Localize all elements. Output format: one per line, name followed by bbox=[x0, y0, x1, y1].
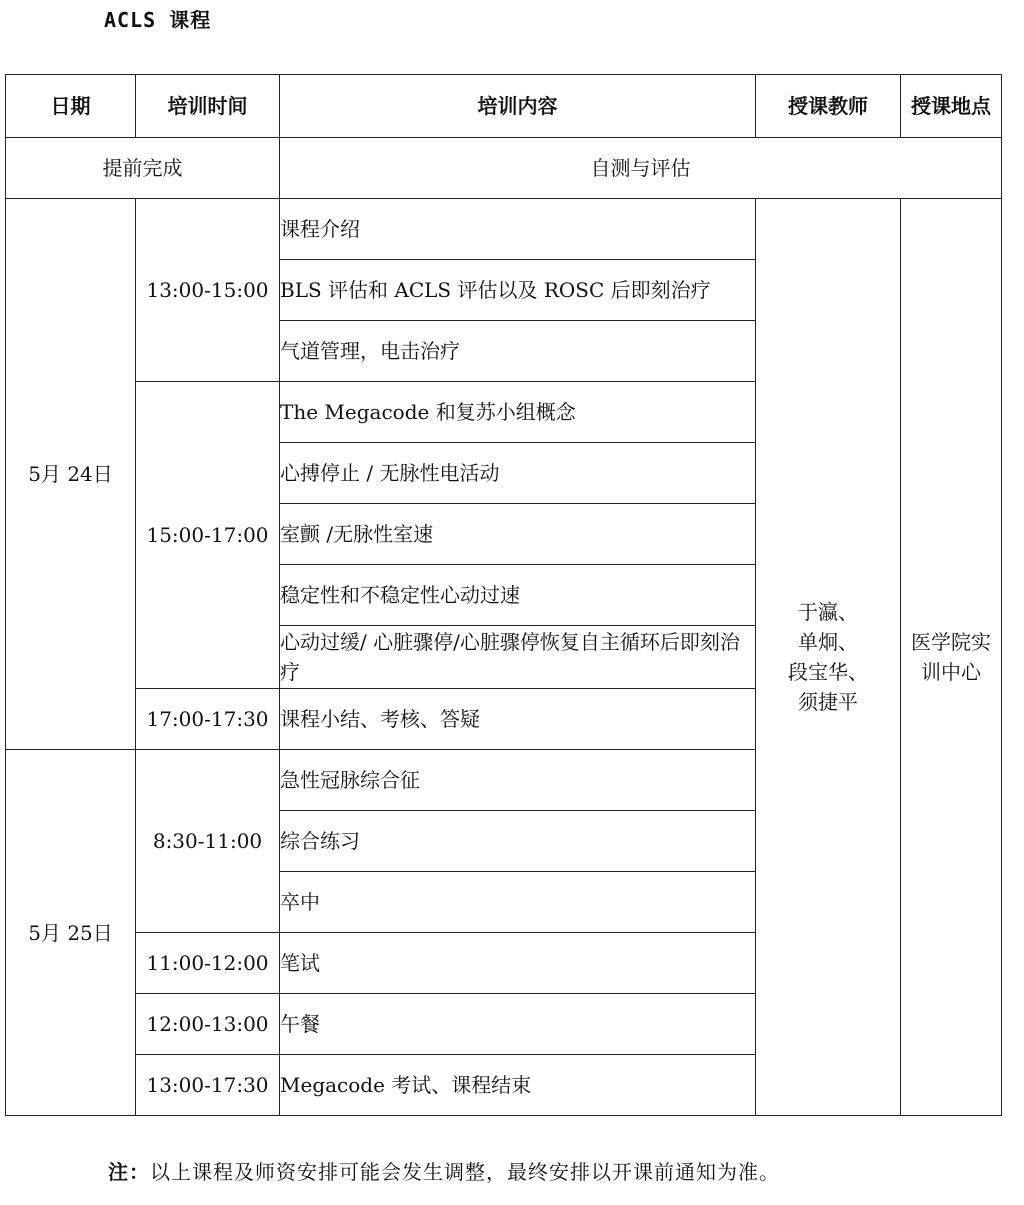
content-cell: 综合练习 bbox=[280, 811, 756, 872]
time-cell: 15:00-17:00 bbox=[136, 382, 280, 689]
place-line: 训中心 bbox=[921, 660, 981, 684]
content-cell: 卒中 bbox=[280, 872, 756, 933]
content-cell: 室颤 /无脉性室速 bbox=[280, 504, 756, 565]
content-cell: 笔试 bbox=[280, 933, 756, 994]
time-cell: 8:30-11:00 bbox=[136, 750, 280, 933]
content-cell: Megacode 考试、课程结束 bbox=[280, 1055, 756, 1116]
time-cell: 12:00-13:00 bbox=[136, 994, 280, 1055]
table-row bbox=[6, 199, 1002, 260]
content-cell: 心动过缓/ 心脏骤停/心脏骤停恢复自主循环后即刻治疗 bbox=[280, 626, 756, 689]
content-cell: 午餐 bbox=[280, 994, 756, 1055]
footnote-label: 注： bbox=[108, 1160, 150, 1184]
table-row bbox=[6, 138, 1002, 199]
pre-content: 自测与评估 bbox=[280, 138, 1002, 199]
schedule-table bbox=[5, 74, 1002, 1116]
time-cell: 13:00-17:30 bbox=[136, 1055, 280, 1116]
teacher-name: 段宝华、 bbox=[788, 660, 868, 684]
time-cell: 13:00-15:00 bbox=[136, 199, 280, 382]
place-line: 医学院实 bbox=[911, 630, 991, 654]
header-date: 日期 bbox=[6, 75, 136, 138]
content-cell: 稳定性和不稳定性心动过速 bbox=[280, 565, 756, 626]
date-cell: 5月 24日 bbox=[6, 199, 136, 750]
content-cell: 课程小结、考核、答疑 bbox=[280, 689, 756, 750]
teacher-name: 单炯、 bbox=[798, 630, 858, 654]
content-cell: 课程介绍 bbox=[280, 199, 756, 260]
teacher-cell bbox=[756, 199, 901, 1116]
header-row bbox=[6, 75, 1002, 138]
footnote bbox=[108, 1156, 780, 1185]
content-cell: 急性冠脉综合征 bbox=[280, 750, 756, 811]
header-teacher: 授课教师 bbox=[756, 75, 901, 138]
footnote-text: 以上课程及师资安排可能会发生调整，最终安排以开课前通知为准。 bbox=[150, 1160, 780, 1184]
content-cell: 气道管理，电击治疗 bbox=[280, 321, 756, 382]
place-cell bbox=[901, 199, 1002, 1116]
time-cell: 17:00-17:30 bbox=[136, 689, 280, 750]
document-title: ACLS 课程 bbox=[104, 8, 212, 32]
header-place: 授课地点 bbox=[901, 75, 1002, 138]
date-cell: 5月 25日 bbox=[6, 750, 136, 1116]
header-time: 培训时间 bbox=[136, 75, 280, 138]
header-content: 培训内容 bbox=[280, 75, 756, 138]
content-cell: The Megacode 和复苏小组概念 bbox=[280, 382, 756, 443]
content-cell: BLS 评估和 ACLS 评估以及 ROSC 后即刻治疗 bbox=[280, 260, 756, 321]
content-cell: 心搏停止 / 无脉性电活动 bbox=[280, 443, 756, 504]
teacher-name: 于瀛、 bbox=[798, 600, 858, 624]
pre-label: 提前完成 bbox=[6, 138, 280, 199]
teacher-name: 须捷平 bbox=[798, 690, 858, 714]
time-cell: 11:00-12:00 bbox=[136, 933, 280, 994]
